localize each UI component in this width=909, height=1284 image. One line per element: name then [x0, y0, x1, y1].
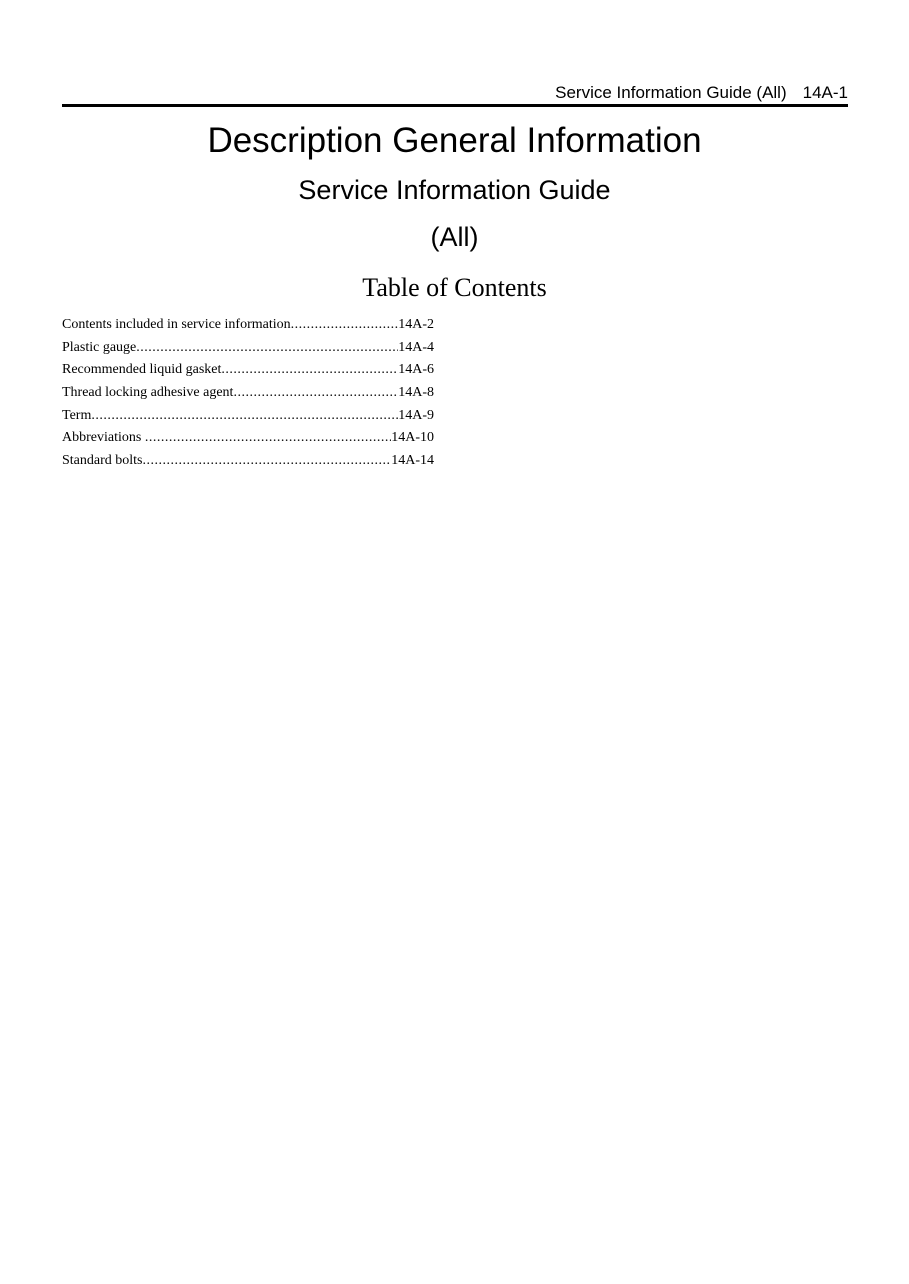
- document-title: Description General Information: [207, 121, 702, 160]
- toc-entry-page: 14A-4: [398, 339, 434, 355]
- toc-leader-dots: [136, 338, 398, 358]
- toc-entry-page: 14A-10: [391, 430, 434, 446]
- toc-entry[interactable]: [62, 338, 434, 361]
- header-rule: [62, 104, 848, 107]
- toc-entry-label: Term: [62, 407, 92, 423]
- toc-entry-page: 14A-6: [398, 362, 434, 378]
- toc-entry[interactable]: [62, 315, 434, 338]
- running-header: [62, 83, 848, 103]
- toc-entry[interactable]: [62, 383, 434, 406]
- toc-entry[interactable]: [62, 451, 434, 474]
- toc-entry[interactable]: [62, 360, 434, 383]
- page-number: 14A-1: [802, 83, 848, 102]
- toc-entry-page: 14A-14: [391, 453, 434, 469]
- toc-leader-dots: [91, 406, 398, 426]
- toc-entry-label: Thread locking adhesive agent: [62, 385, 234, 401]
- toc-leader-dots: [221, 360, 398, 380]
- toc-entry-label: Plastic gauge: [62, 339, 137, 355]
- toc-leader-dots: [291, 315, 399, 335]
- toc-entry[interactable]: [62, 406, 434, 429]
- document-subtitle-scope: (All): [430, 222, 479, 252]
- toc-leader-dots: [145, 428, 391, 448]
- toc-entry-label: Contents included in service information: [62, 317, 291, 332]
- table-of-contents: [62, 315, 434, 474]
- toc-entry[interactable]: [62, 428, 434, 451]
- toc-entry-label: Standard bolts: [62, 453, 143, 469]
- toc-entry-page: 14A-9: [398, 407, 434, 423]
- toc-entry-label: Abbreviations: [62, 430, 145, 446]
- toc-entry-page: 14A-8: [398, 385, 434, 401]
- toc-entry-page: 14A-2: [398, 317, 434, 332]
- toc-heading: Table of Contents: [362, 273, 547, 302]
- toc-entry-label: Recommended liquid gasket: [62, 362, 222, 378]
- running-header-title: Service Information Guide (All): [555, 83, 787, 102]
- toc-leader-dots: [233, 383, 398, 403]
- toc-leader-dots: [143, 451, 392, 471]
- document-subtitle: Service Information Guide: [298, 175, 611, 205]
